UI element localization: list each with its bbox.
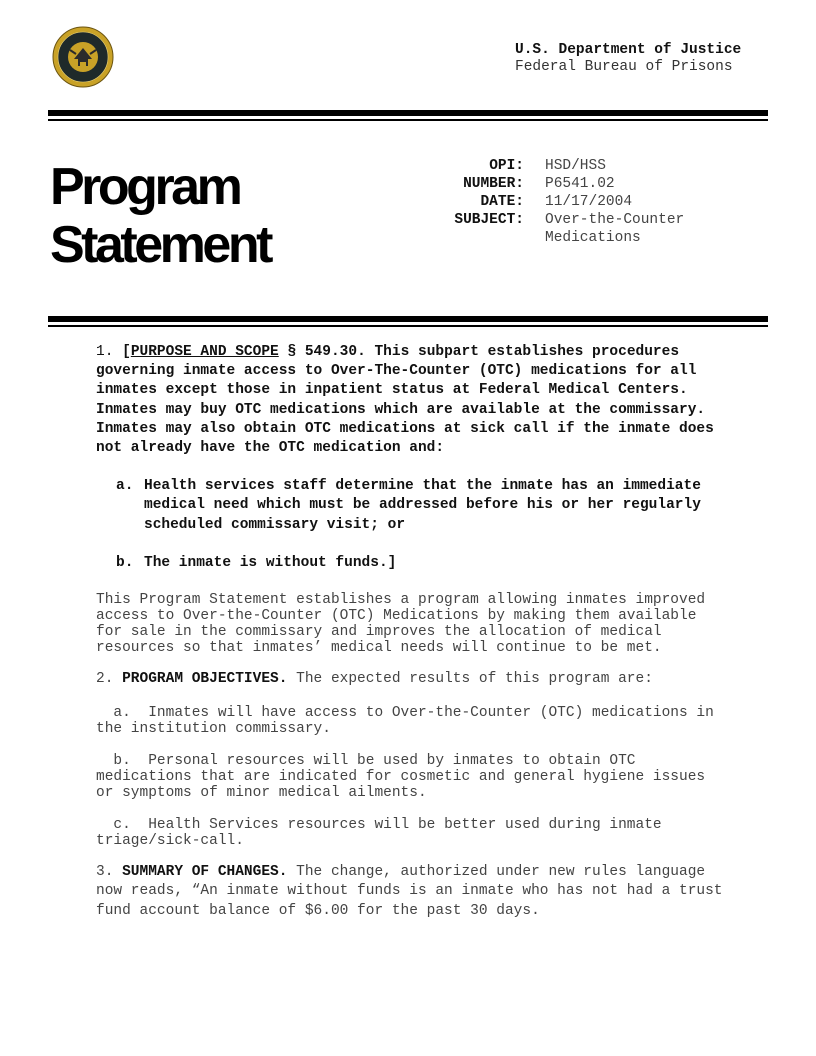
list-item: b. The inmate is without funds.] — [116, 554, 397, 571]
subject-label: SUBJECT: — [454, 212, 524, 228]
title-line-2: Statement — [50, 216, 270, 274]
list-item: b. Personal resources will be used by inmates to obtain OTC medications that are indicated for cosmetic and general hygiene issues or symptoms of minor medical ailments. — [96, 753, 706, 802]
doj-seal-icon — [52, 26, 114, 88]
section-1-heading: PURPOSE AND SCOPE — [130, 344, 279, 360]
list-item: c. Health Services resources will be better used during inmate triage/sick-call. — [96, 817, 662, 850]
subject-value-line-2: Medications — [545, 230, 641, 246]
document-body — [96, 343, 726, 921]
section-rule — [48, 316, 768, 327]
top-rule — [48, 110, 768, 121]
section-1-citation: § 549.30. — [287, 344, 366, 360]
section-2-heading: PROGRAM OBJECTIVES. — [122, 671, 288, 688]
section-1-paragraph: 1. [PURPOSE AND SCOPE § 549.30. This subpart establishes procedures governing inmate access to Over-The-Counter (OTC) medications for all inmates except those in inpatient status at Federal Medical Centers. Inmates may buy OTC medications which are available at the commissary. Inmates may also obtain OTC medications at sick call if the inmate does not already have the OTC medication and: — [96, 344, 714, 457]
bureau-name: Federal Bureau of Prisons — [515, 59, 733, 75]
meta-values — [545, 157, 745, 247]
page-title — [50, 158, 270, 274]
list-item: a. Inmates will have access to Over-the-Counter (OTC) medications in the institution commissary. — [96, 705, 714, 738]
number-label: NUMBER: — [463, 176, 524, 192]
opi-value: HSD/HSS — [545, 158, 606, 174]
meta-labels — [420, 157, 524, 229]
subject-value-line-1: Over-the-Counter — [545, 212, 685, 228]
section-3-heading: SUMMARY OF CHANGES. — [122, 864, 288, 881]
list-item: a. Health services staff determine that the inmate has an immediate medical need which must be addressed before his or her regularly scheduled commissary visit; or — [116, 478, 701, 533]
department-name: U.S. Department of Justice — [515, 42, 742, 58]
section-3-text: The change, authorized under new rules language now reads, “An inmate without funds is an inmate who has not had a trust fund account balance of $6.00 for the past 30 days. — [96, 864, 723, 919]
number-value: P6541.02 — [545, 176, 615, 192]
section-2-paragraph: 2. PROGRAM OBJECTIVES. The expected results of this program are: — [96, 671, 653, 688]
section-3-paragraph: 3. SUMMARY OF CHANGES. The change, authorized under new rules language now reads, “An inmate without funds is an inmate who has not had a trust fund account balance of $6.00 for the past 30 days. — [96, 864, 723, 919]
title-line-1: Program — [50, 158, 240, 216]
program-summary: This Program Statement establishes a program allowing inmates improved access to Over-the-Counter (OTC) Medications by making them available for sale in the commissary and improves the allocation of medical resources so that inmates’ medical needs will continue to be met. — [96, 592, 706, 657]
date-label: DATE: — [480, 194, 524, 210]
date-value: 11/17/2004 — [545, 194, 633, 210]
section-1-text: This subpart establishes procedures governing inmate access to Over-The-Counter (OTC) medications for all inmates except those in inpatient status at Federal Medical Centers. Inmates may buy OTC medications which are available at the commissary. Inmates may also obtain OTC medications at sick call if the inmate does not already have the OTC medication and: — [96, 344, 714, 457]
agency-header — [515, 42, 741, 76]
opi-label: OPI: — [489, 158, 524, 174]
